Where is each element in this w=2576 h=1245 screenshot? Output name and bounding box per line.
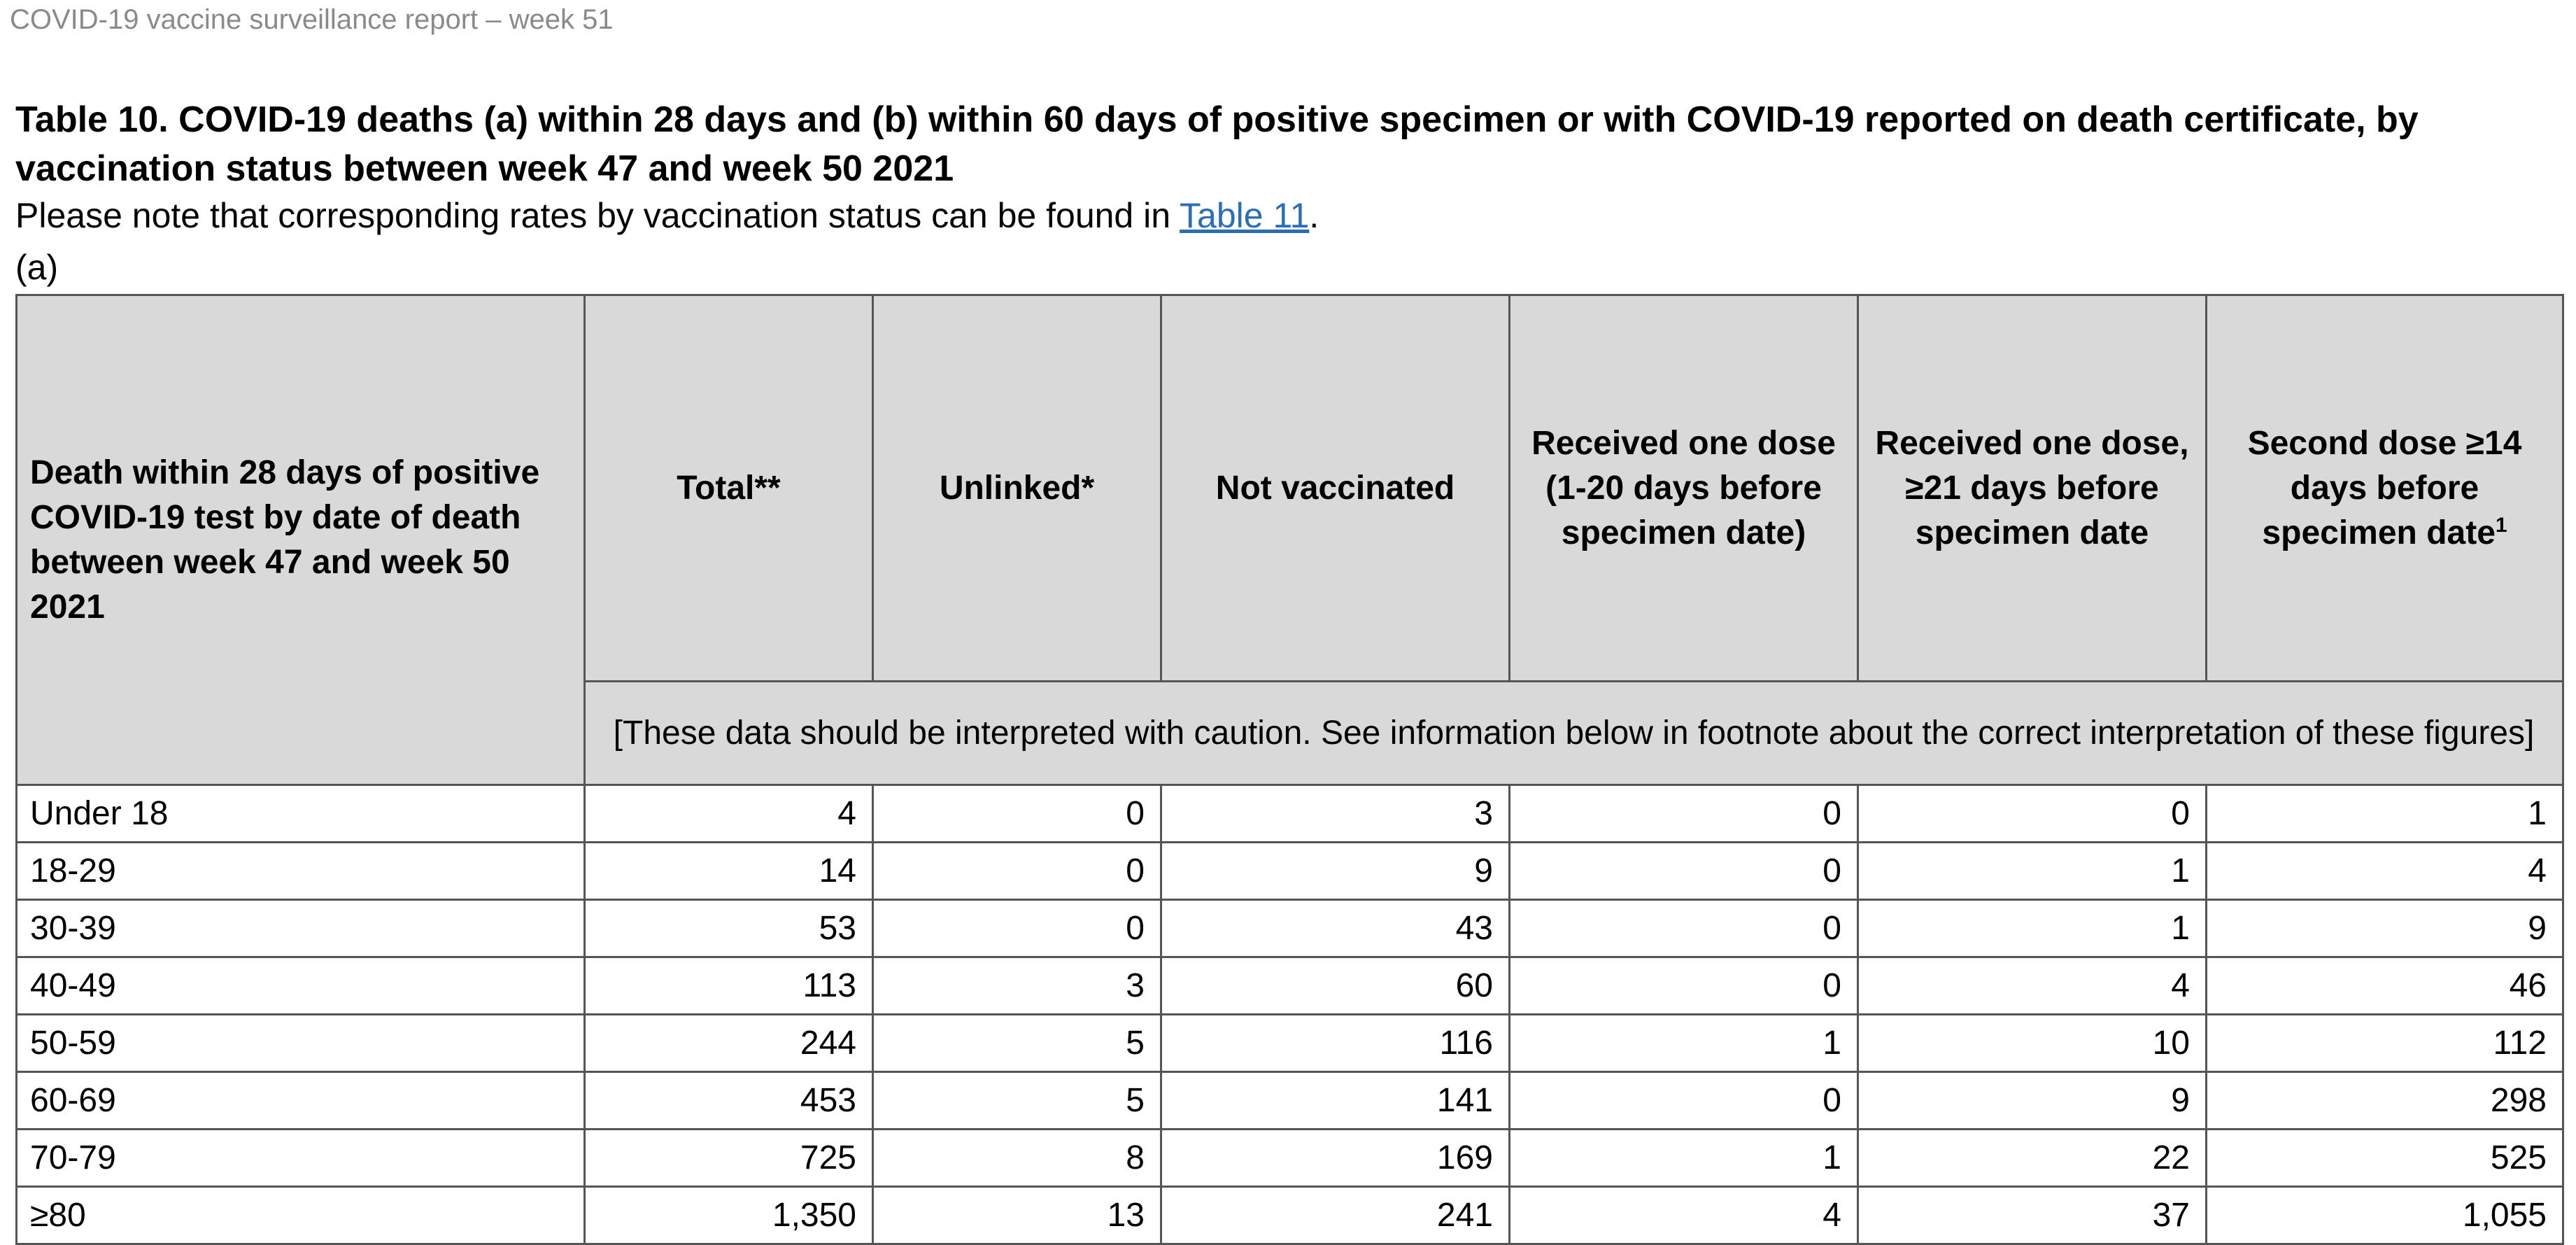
- unlinked-cell: 0: [873, 900, 1161, 957]
- not-vaccinated-cell: 9: [1161, 843, 1510, 900]
- table-row: [17, 843, 2563, 900]
- unlinked-cell: 13: [873, 1187, 1161, 1244]
- table-11-link[interactable]: Table 11: [1180, 196, 1310, 235]
- table-row: [17, 957, 2563, 1015]
- age-cell: 60-69: [17, 1072, 585, 1130]
- one-dose-21-cell: 1: [1858, 900, 2207, 957]
- total-cell: 725: [585, 1130, 873, 1187]
- not-vaccinated-cell: 43: [1161, 900, 1510, 957]
- one-dose-21-cell: 0: [1858, 785, 2207, 843]
- one-dose-1-20-cell: 0: [1510, 1072, 1858, 1130]
- one-dose-21-cell: 10: [1858, 1015, 2207, 1072]
- table-row: [17, 1187, 2563, 1244]
- col-header-second-dose: [2207, 295, 2563, 682]
- unlinked-cell: 5: [873, 1015, 1161, 1072]
- total-cell: 1,350: [585, 1187, 873, 1244]
- row-header-cell: Death within 28 days of positive COVID-19 test by date of death between week 47 and week 50 2021: [17, 295, 585, 785]
- one-dose-1-20-cell: 0: [1510, 785, 1858, 843]
- one-dose-1-20-cell: 4: [1510, 1187, 1858, 1244]
- col-header-one-dose-1-20: Received one dose (1-20 days before specimen date): [1510, 295, 1858, 682]
- header-row: [17, 295, 2563, 682]
- age-cell: ≥80: [17, 1187, 585, 1244]
- deaths-table: [15, 294, 2564, 1245]
- caution-note: [These data should be interpreted with caution. See information below in footnote about the correct interpretation of these figures]: [585, 682, 2563, 785]
- second-dose-cell: 112: [2207, 1015, 2563, 1072]
- one-dose-21-cell: 22: [1858, 1130, 2207, 1187]
- footnote-marker: 1: [2495, 513, 2507, 537]
- running-header: COVID-19 vaccine surveillance report – week 51: [10, 4, 614, 35]
- not-vaccinated-cell: 241: [1161, 1187, 1510, 1244]
- table-row: [17, 785, 2563, 843]
- unlinked-cell: 3: [873, 957, 1161, 1015]
- unlinked-cell: 5: [873, 1072, 1161, 1130]
- age-cell: 18-29: [17, 843, 585, 900]
- col-header-one-dose-21: Received one dose, ≥21 days before specimen date: [1858, 295, 2207, 682]
- col-header-not-vaccinated: Not vaccinated: [1161, 295, 1510, 682]
- one-dose-1-20-cell: 0: [1510, 957, 1858, 1015]
- age-cell: 70-79: [17, 1130, 585, 1187]
- total-cell: 113: [585, 957, 873, 1015]
- not-vaccinated-cell: 60: [1161, 957, 1510, 1015]
- second-dose-cell: 525: [2207, 1130, 2563, 1187]
- total-cell: 244: [585, 1015, 873, 1072]
- not-vaccinated-cell: 141: [1161, 1072, 1510, 1130]
- table-title: Table 10. COVID-19 deaths (a) within 28 days and (b) within 60 days of positive specimen or with COVID-19 reported on death certificate, by vaccination status between week 47 and week 50 2021: [15, 99, 2419, 189]
- second-dose-cell: 9: [2207, 900, 2563, 957]
- second-dose-cell: 298: [2207, 1072, 2563, 1130]
- one-dose-1-20-cell: 1: [1510, 1015, 1858, 1072]
- second-dose-cell: 1,055: [2207, 1187, 2563, 1244]
- not-vaccinated-cell: 169: [1161, 1130, 1510, 1187]
- one-dose-21-cell: 37: [1858, 1187, 2207, 1244]
- age-cell: Under 18: [17, 785, 585, 843]
- age-cell: 40-49: [17, 957, 585, 1015]
- total-cell: 53: [585, 900, 873, 957]
- not-vaccinated-cell: 116: [1161, 1015, 1510, 1072]
- one-dose-21-cell: 1: [1858, 843, 2207, 900]
- table-row: [17, 1130, 2563, 1187]
- note-suffix: .: [1309, 196, 1319, 235]
- rates-note: [15, 193, 1319, 238]
- second-dose-cell: 46: [2207, 957, 2563, 1015]
- age-cell: 50-59: [17, 1015, 585, 1072]
- table-body: [17, 785, 2563, 1244]
- part-label: (a): [15, 248, 59, 287]
- one-dose-1-20-cell: 0: [1510, 900, 1858, 957]
- table-row: [17, 1015, 2563, 1072]
- not-vaccinated-cell: 3: [1161, 785, 1510, 843]
- one-dose-1-20-cell: 1: [1510, 1130, 1858, 1187]
- one-dose-1-20-cell: 0: [1510, 843, 1858, 900]
- table-row: [17, 1072, 2563, 1130]
- col-header-unlinked: Unlinked*: [873, 295, 1161, 682]
- total-cell: 4: [585, 785, 873, 843]
- col-header-total: Total**: [585, 295, 873, 682]
- unlinked-cell: 0: [873, 843, 1161, 900]
- second-dose-cell: 4: [2207, 843, 2563, 900]
- total-cell: 14: [585, 843, 873, 900]
- unlinked-cell: 8: [873, 1130, 1161, 1187]
- unlinked-cell: 0: [873, 785, 1161, 843]
- col-header-second-dose-label: Second dose ≥14 days before specimen date: [2247, 424, 2522, 551]
- one-dose-21-cell: 4: [1858, 957, 2207, 1015]
- note-prefix: Please note that corresponding rates by vaccination status can be found in: [15, 196, 1180, 235]
- total-cell: 453: [585, 1072, 873, 1130]
- second-dose-cell: 1: [2207, 785, 2563, 843]
- table-row: [17, 900, 2563, 957]
- age-cell: 30-39: [17, 900, 585, 957]
- one-dose-21-cell: 9: [1858, 1072, 2207, 1130]
